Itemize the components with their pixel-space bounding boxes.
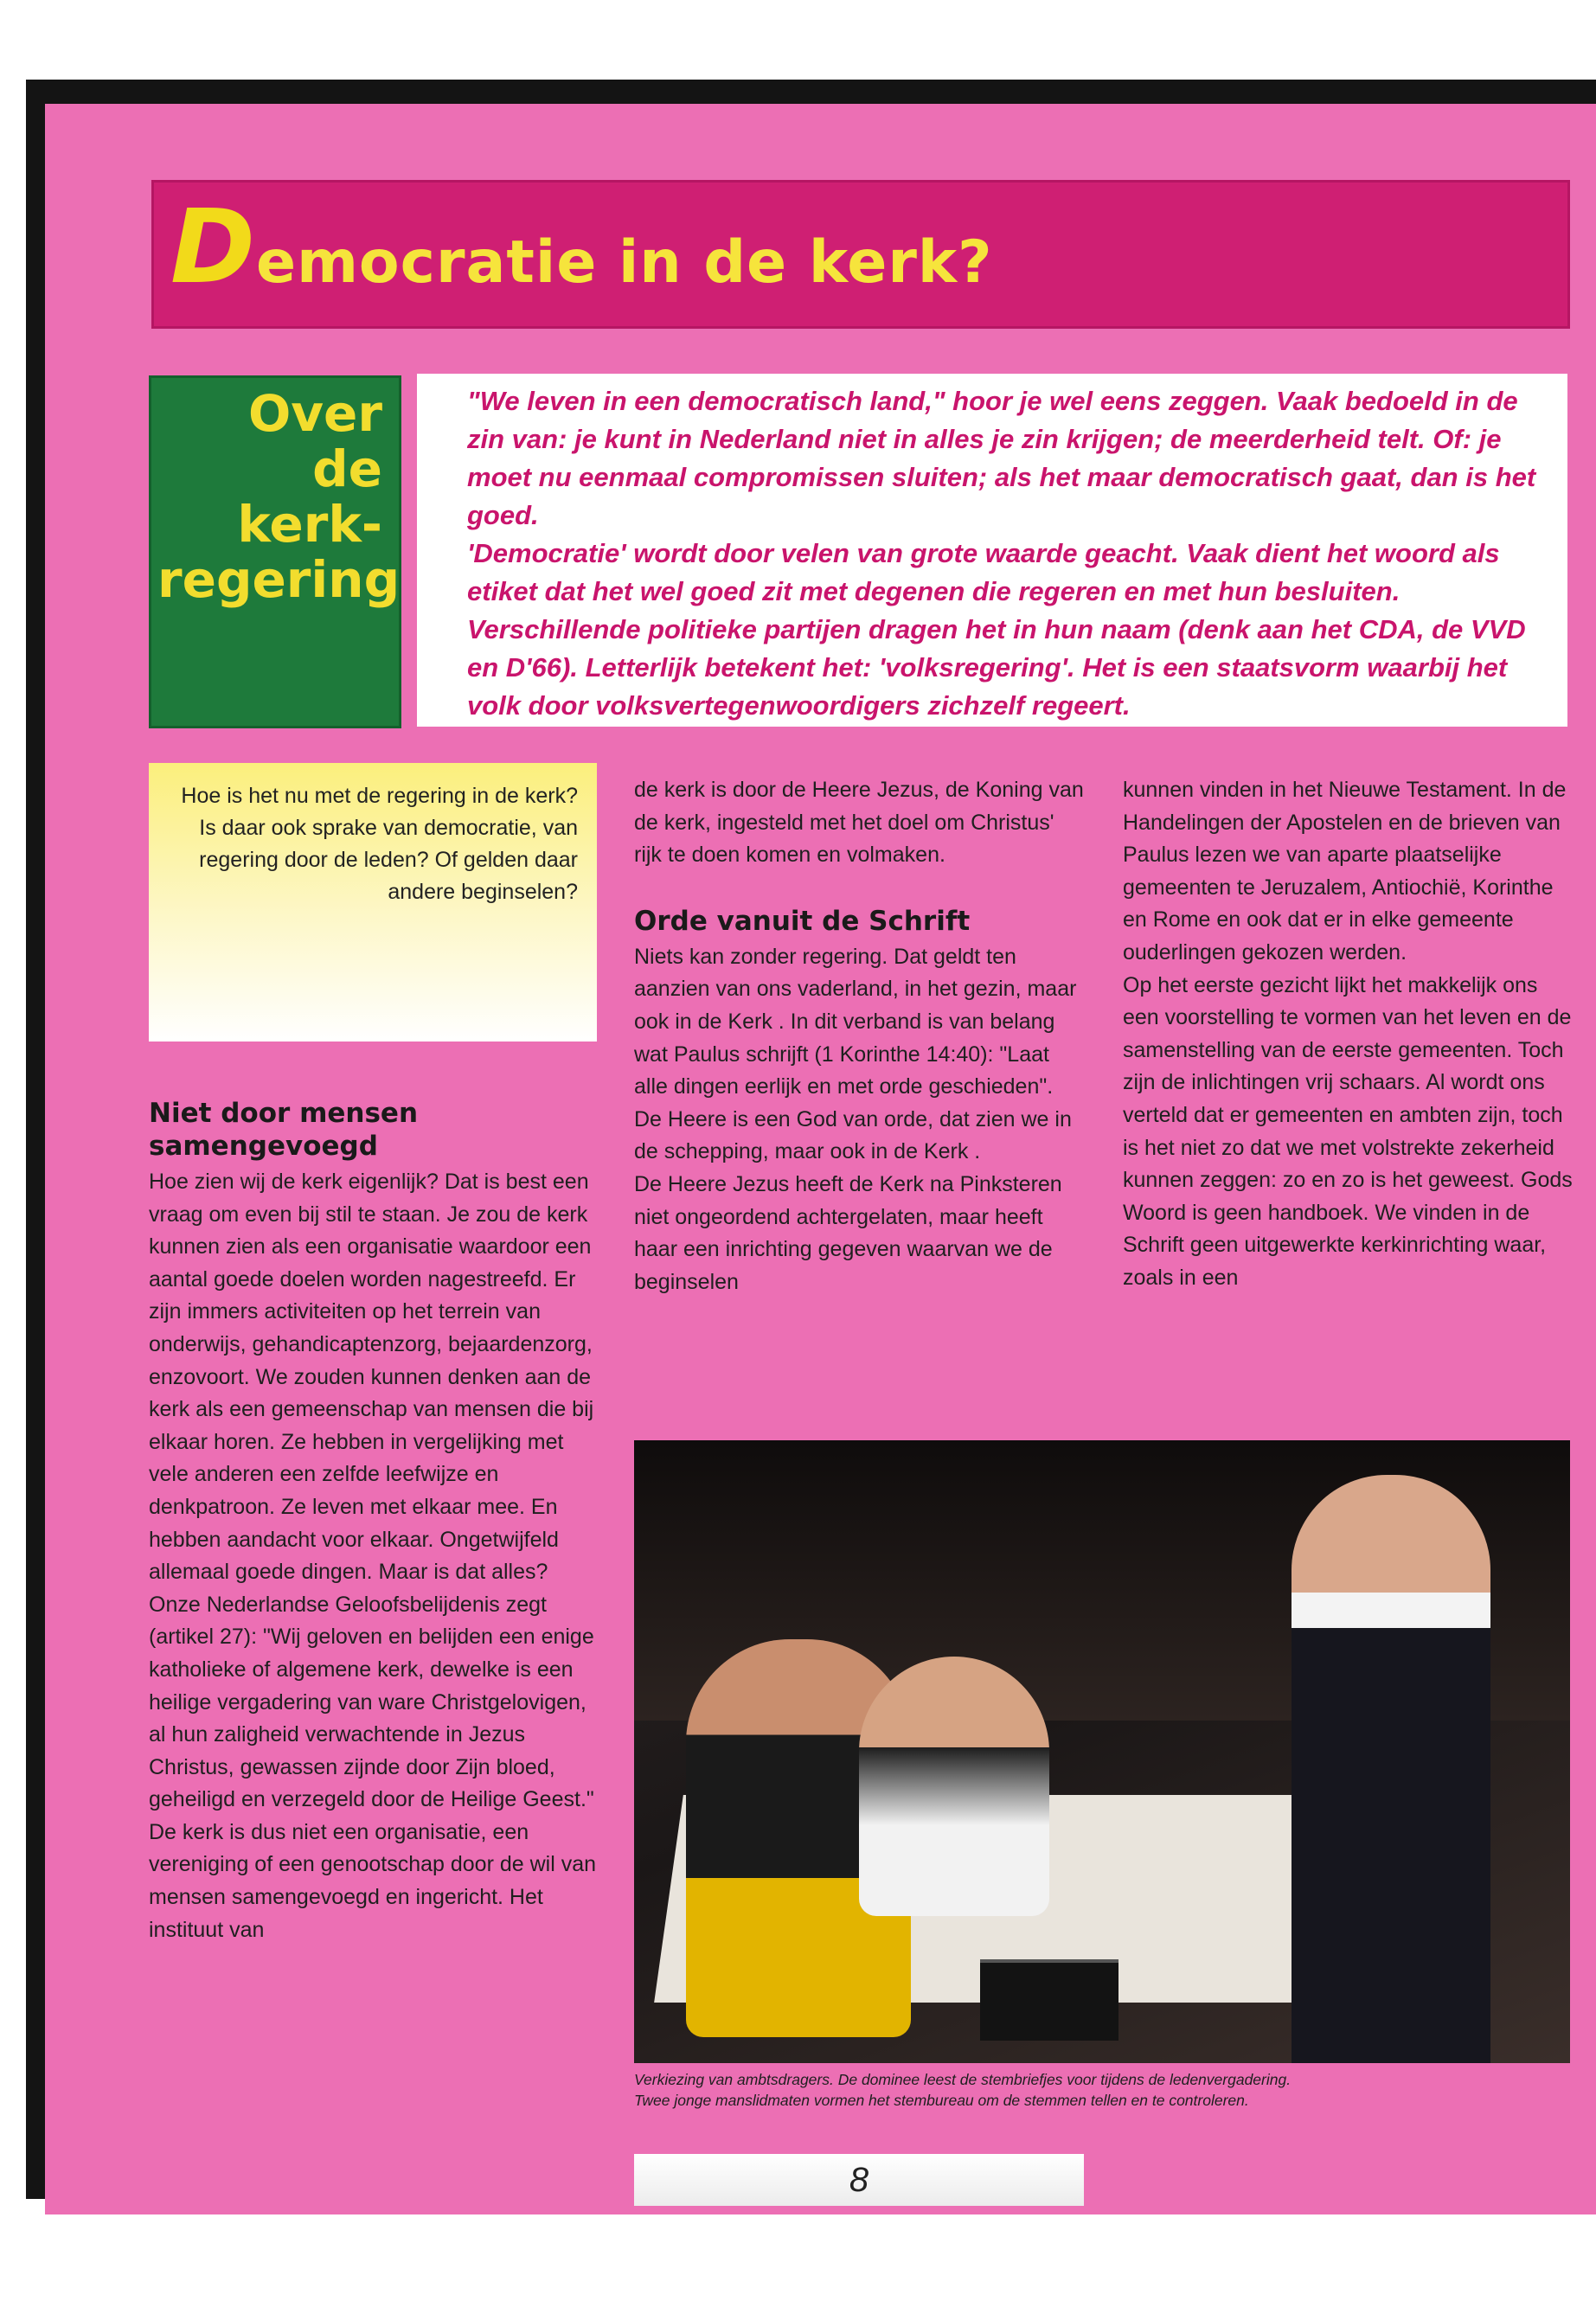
column-2-paragraph-3: De Heere Jezus heeft de Kerk na Pinksteren niet ongeordend achtergelaten, maar heeft haar een inrichting gegeven waarvan we de beginselen <box>634 1171 1062 1294</box>
photo-minister-standing <box>1292 1475 1490 2063</box>
column-2 <box>634 774 1084 1298</box>
column-1-paragraph-3: De kerk is dus niet een organisatie, een vereniging of een genootschap door de wil van mensen samengevoegd en ingericht. Het instituut van <box>149 1819 597 1942</box>
question-text: Hoe is het nu met de regering in de kerk? Is daar ook sprake van democratie, van regering door de leden? Of gelden daar andere beginselen? <box>181 784 578 904</box>
photo-young-man-back <box>859 1657 1049 1916</box>
scan-border-top <box>26 80 1596 106</box>
page-number: 8 <box>849 2161 869 2199</box>
page-bottom-margin <box>45 2214 1596 2301</box>
photo-caption <box>634 2069 1570 2111</box>
caption-line-2: Twee jonge manslidmaten vormen het stembureau om de stemmen tellen en te controleren. <box>634 2092 1249 2109</box>
section-label: Over de kerk- regering <box>157 384 401 609</box>
scan-border-left <box>26 80 47 2199</box>
photo-books <box>980 1959 1118 2041</box>
column-1 <box>149 1097 599 1946</box>
intro-box <box>417 374 1567 727</box>
intro-paragraph-1: "We leven in een democratisch land," hoor je wel eens zeggen. Vaak bedoeld in de zin van: je kunt in Nederland niet in alles je zin krijgen; de meerderheid telt. Of: je moet nu eenmaal compromissen sluiten; als het maar democratisch gaat, dan is het goed. <box>467 386 1536 530</box>
heading-niet-door-mensen: Niet door mensen samengevoegd <box>149 1098 419 1162</box>
intro-paragraph-2: 'Democratie' wordt door velen van grote waarde geacht. Vaak dient het woord als etiket dat het wel goed zit met degenen die regeren en met hun besluiten. Verschillende politieke partijen dragen het in hun naam (denk aan het CDA, de VVD en D'66). Letterlijk betekent het: 'volksregering'. Het is een staatsvorm waarbij het volk door volksvertegenwoordigers zichzelf regeert. <box>467 538 1526 721</box>
page-title <box>170 187 993 306</box>
title-banner <box>151 180 1570 329</box>
page-number-bar <box>634 2154 1084 2206</box>
caption-line-1: Verkiezing van ambtsdragers. De dominee leest de stembriefjes voor tijdens de ledenvergadering. <box>634 2071 1292 2088</box>
meeting-photo <box>634 1440 1570 2063</box>
column-3 <box>1123 774 1574 1295</box>
question-box <box>149 763 597 1042</box>
column-1-paragraph-1: Hoe zien wij de kerk eigenlijk? Dat is best een vraag om even bij stil te staan. Je zou de kerk kunnen zien als een organisatie waardoor een aantal goede doelen worden nagestreefd. Er zijn immers activiteiten op het terrein van onderwijs, gehandicaptenzorg, bejaardenzorg, enzovoort. We zouden kunnen denken aan de kerk als een gemeenschap van mensen die bij elkaar horen. Ze hebben in vergelijking met vele anderen een zelfde leefwijze en denkpatroon. Ze leven met elkaar mee. En hebben aandacht voor elkaar. Ongetwijfeld allemaal goede dingen. Maar is dat alles? <box>149 1170 594 1585</box>
section-label-box <box>149 375 401 728</box>
column-1-paragraph-2: Onze Nederlandse Geloofsbelijdenis zegt (artikel 27): "Wij geloven en belijden een enige katholieke of algemene kerk, dewelke is een heilige vergadering van ware Christgelovigen, al hun zaligheid verwachtende in Jezus Christus, gewassen zijnde door Zijn bloed, geheiligd en verzegeld door de Heilige Geest." <box>149 1592 594 1812</box>
title-initial: D <box>170 187 256 306</box>
heading-orde-vanuit-de-schrift: Orde vanuit de Schrift <box>634 905 971 937</box>
column-3-paragraph-2: Op het eerste gezicht lijkt het makkelijk ons een voorstelling te vormen van het leven en de samenstelling van de eerste gemeenten. Toch zijn de inlichtingen vrij schaars. Al wordt ons verteld dat er gemeenten en ambten zijn, toch is het niet zo dat we met volstrekte zekerheid kunnen zeggen: zo en zo is het geweest. Gods Woord is geen handboek. We vinden in de Schrift geen uitgewerkte kerkinrichting waar, zoals in een <box>1123 972 1573 1290</box>
title-rest: emocratie in de kerk? <box>255 228 993 297</box>
column-3-paragraph-1: kunnen vinden in het Nieuwe Testament. In de Handelingen der Apostelen en de brieven van Paulus lezen we van aparte plaatselijke gemeenten te Jeruzalem, Antiochië, Korinthe en Rome en ook dat er in elke gemeente ouderlingen gekozen werden. <box>1123 778 1567 965</box>
column-2-paragraph-2: Niets kan zonder regering. Dat geldt ten aanzien van ons vaderland, in het gezin, maar ook in de Kerk . In dit verband is van belang wat Paulus schrijft (1 Korinthe 14:40): "Laat alle dingen eerlijk en met orde geschieden". De Heere is een God van orde, dat zien we in de schepping, maar ook in de Kerk . <box>634 944 1077 1164</box>
column-2-paragraph-1: de kerk is door de Heere Jezus, de Koning van de kerk, ingesteld met het doel om Christus' rijk te doen komen en volmaken. <box>634 778 1084 868</box>
